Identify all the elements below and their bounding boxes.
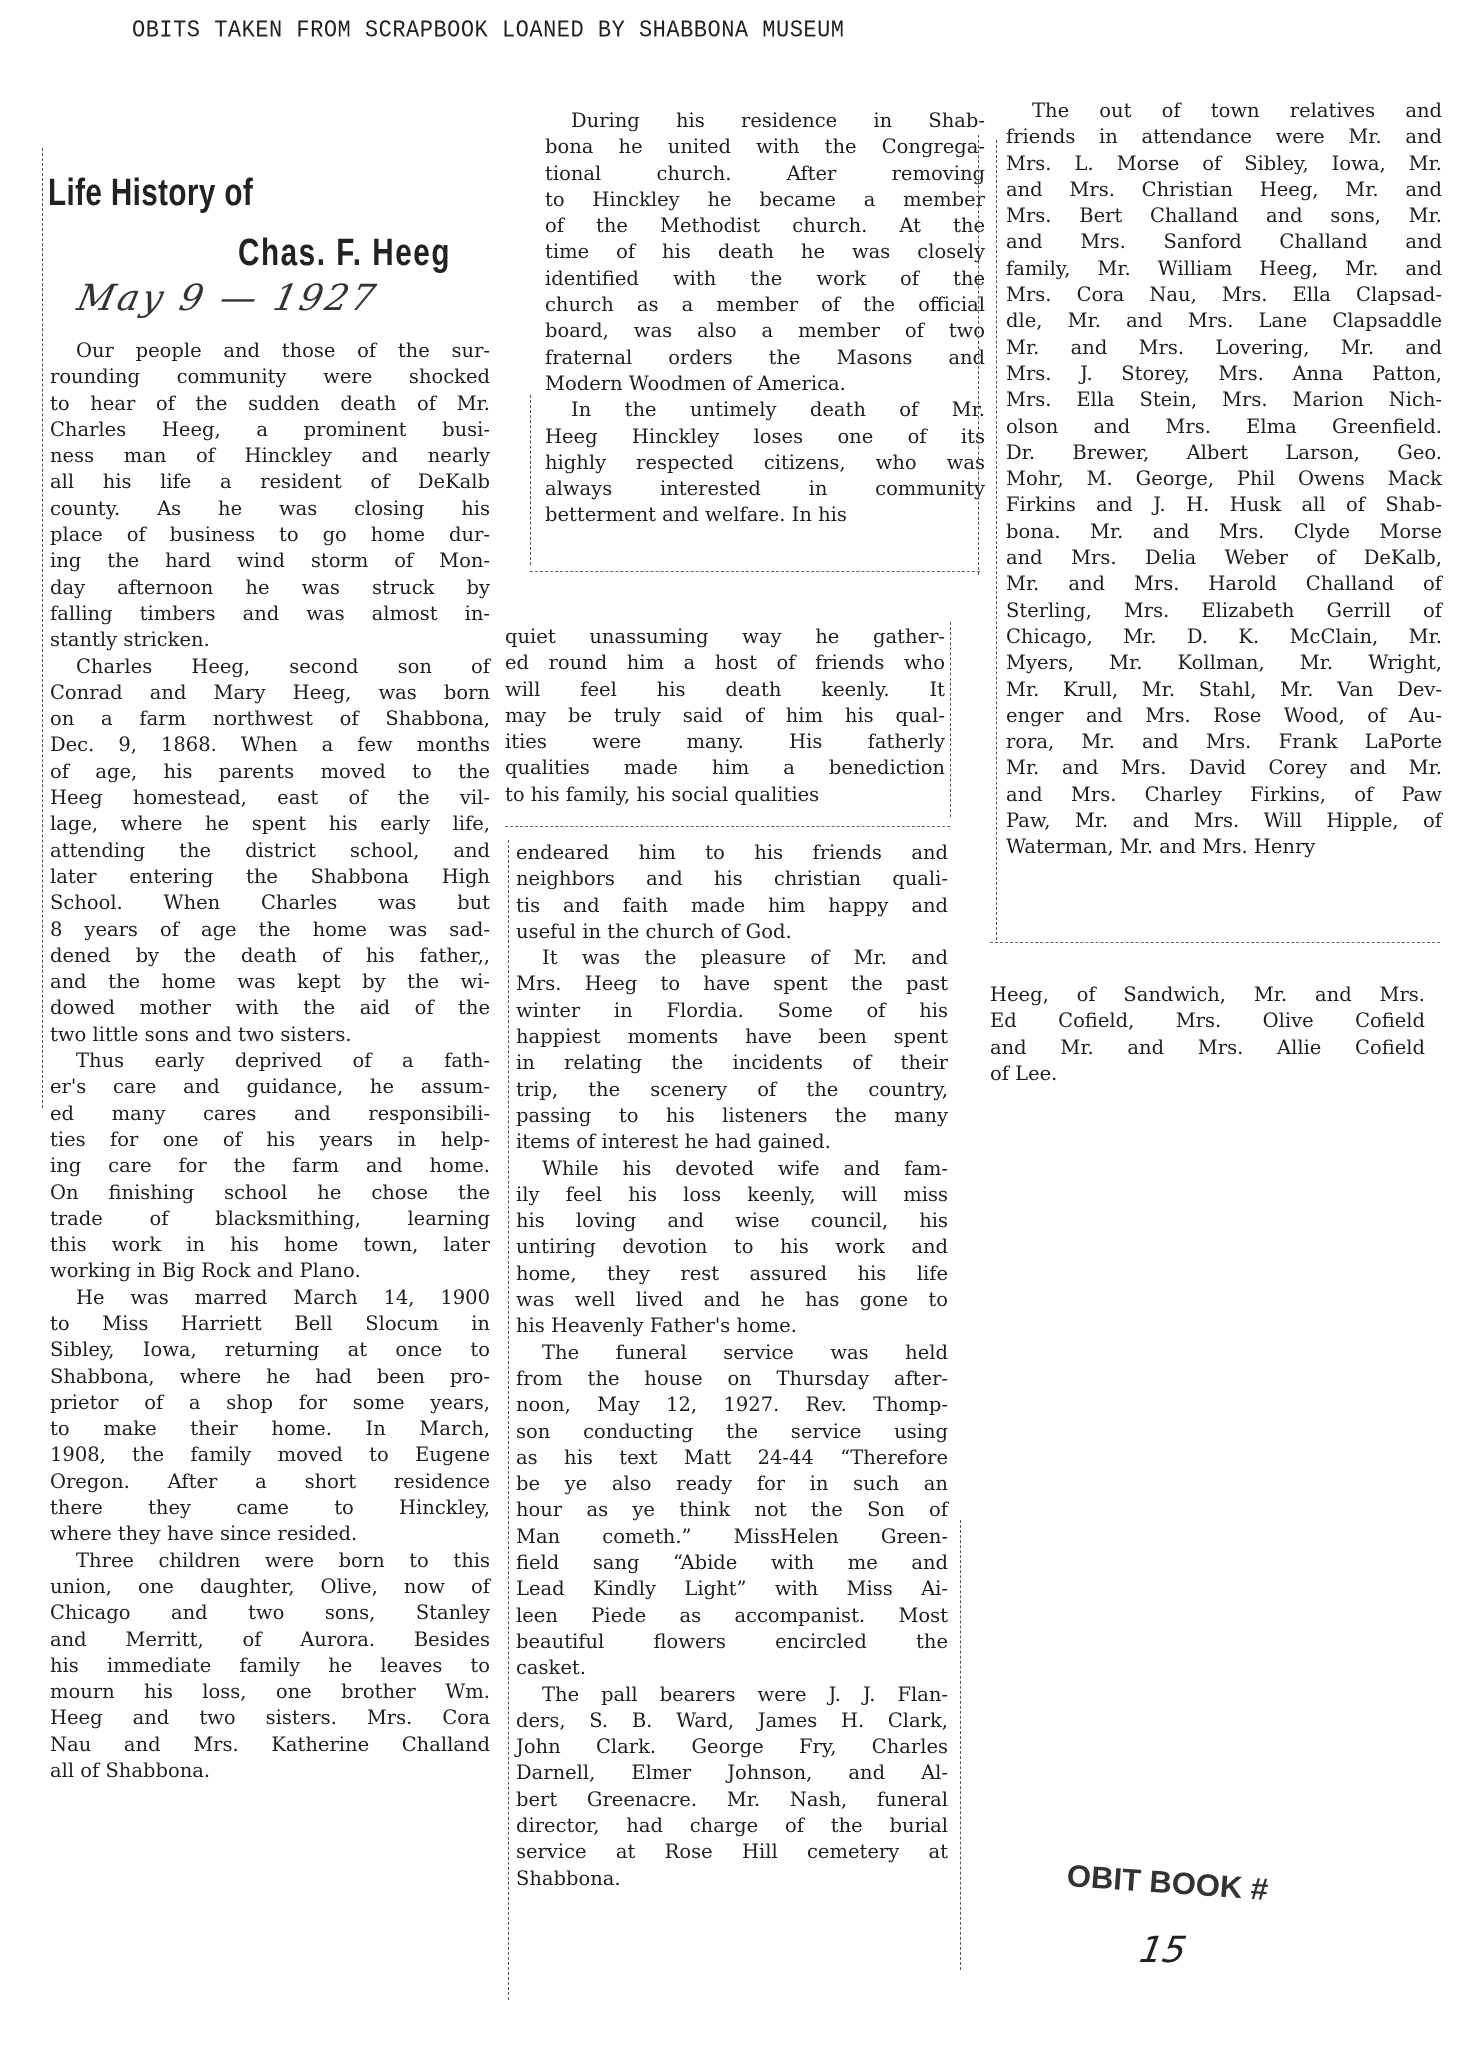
text-line: was well lived and he has gone to xyxy=(516,1288,948,1312)
column-rule xyxy=(978,135,979,575)
text-line: Mr. and Mrs. David Corey and Mr. xyxy=(1006,756,1442,780)
text-line: fraternal orders the Masons and xyxy=(545,345,985,369)
text-line: Mrs. J. Storey, Mrs. Anna Patton, xyxy=(1006,361,1442,385)
text-line: and Mrs. Delia Weber of DeKalb, xyxy=(1006,546,1442,570)
text-line: there they came to Hinckley, xyxy=(50,1496,490,1520)
text-line: Ed Cofield, Mrs. Olive Cofield xyxy=(990,1009,1425,1033)
text-line: Shabbona, where he had been pro- xyxy=(50,1364,490,1388)
text-line: service at Rose Hill cemetery at xyxy=(516,1840,948,1864)
text-line: bona he united with the Congrega- xyxy=(545,135,985,159)
text-line: Mrs. Heeg to have spent the past xyxy=(516,972,948,996)
paragraph xyxy=(516,840,948,945)
text-line: In the untimely death of Mr. xyxy=(571,398,985,422)
text-line: Heeg Hinckley loses one of its xyxy=(545,424,985,448)
text-line: and Mrs. Charley Firkins, of Paw xyxy=(1006,782,1442,806)
text-line: Mohr, M. George, Phil Owens Mack xyxy=(1006,467,1442,491)
text-line: Dr. Brewer, Albert Larson, Geo. xyxy=(1006,440,1442,464)
paragraph xyxy=(50,654,490,1048)
paragraph xyxy=(516,1156,948,1340)
text-line: identified with the work of the xyxy=(545,266,985,290)
text-line: Oregon. After a short residence xyxy=(50,1469,490,1493)
text-line: all his life a resident of DeKalb xyxy=(50,470,490,494)
text-line: dowed mother with the aid of the xyxy=(50,996,490,1020)
text-line: friends in attendance were Mr. and xyxy=(1006,125,1442,149)
text-line: trade of blacksmithing, learning xyxy=(50,1206,490,1230)
text-line: items of interest he had gained. xyxy=(516,1130,831,1154)
text-line: in relating the incidents of their xyxy=(516,1051,948,1075)
column-2-top xyxy=(545,108,985,529)
clipping-edge xyxy=(530,571,980,572)
text-line: all of Shabbona. xyxy=(50,1759,211,1783)
column-rule xyxy=(950,622,951,817)
text-line: on a farm northwest of Shabbona, xyxy=(50,707,490,731)
text-line: to hear of the sudden death of Mr. xyxy=(50,391,490,415)
text-line: School. When Charles was but xyxy=(50,891,490,915)
text-line: Charles Heeg, second son of xyxy=(76,654,490,678)
text-line: winter in Flordia. Some of his xyxy=(516,998,948,1022)
text-line: Our people and those of the sur- xyxy=(76,339,490,362)
text-line: director, had charge of the burial xyxy=(516,1813,948,1837)
column-3-top xyxy=(1006,98,1442,861)
text-line: The funeral service was held xyxy=(542,1340,948,1364)
text-line: board, was also a member of two xyxy=(545,319,985,343)
paragraph xyxy=(50,1048,490,1285)
column-rule xyxy=(42,148,43,1108)
text-line: later entering the Shabbona High xyxy=(50,864,490,888)
text-line: son conducting the service using xyxy=(516,1419,948,1443)
column-2-bottom xyxy=(516,840,948,1892)
column-2-middle xyxy=(505,624,945,808)
text-line: endeared him to his friends and xyxy=(516,841,948,864)
text-line: Conrad and Mary Heeg, was born xyxy=(50,680,490,704)
paragraph xyxy=(545,108,985,397)
text-line: enger and Mrs. Rose Wood, of Au- xyxy=(1006,703,1442,727)
text-line: Mrs. Ella Stein, Mrs. Marion Nich- xyxy=(1006,388,1442,412)
text-line: er's care and guidance, he assum- xyxy=(50,1075,490,1099)
text-line: attending the district school, and xyxy=(50,838,490,862)
obit-book-number: 15 xyxy=(1136,1930,1190,1971)
page-header: OBITS TAKEN FROM SCRAPBOOK LOANED BY SHABBONA MUSEUM xyxy=(132,16,845,45)
headline-line-2: Chas. F. Heeg xyxy=(238,232,452,274)
headline-line-1: Life History of xyxy=(48,172,254,214)
column-3-bottom xyxy=(990,982,1425,1087)
text-line: place of business to go home dur- xyxy=(50,523,490,547)
text-line: hour as ye think not the Son of xyxy=(516,1498,948,1522)
text-line: Sibley, Iowa, returning at once to xyxy=(50,1338,490,1362)
text-line: of Lee. xyxy=(990,1061,1058,1085)
text-line: and Mrs. Christian Heeg, Mr. and xyxy=(1006,177,1442,201)
paragraph xyxy=(990,982,1425,1087)
text-line: Charles Heeg, a prominent busi- xyxy=(50,417,490,441)
text-line: rora, Mr. and Mrs. Frank LaPorte xyxy=(1006,730,1442,754)
text-line: beautiful flowers encircled the xyxy=(516,1629,948,1653)
text-line: ing the hard wind storm of Mon- xyxy=(50,549,490,573)
paragraph xyxy=(50,1548,490,1785)
text-line: rounding community were shocked xyxy=(50,365,490,389)
clipping-edge xyxy=(990,942,1440,943)
paragraph xyxy=(516,1682,948,1892)
text-line: of the Methodist church. At the xyxy=(545,214,985,238)
text-line: Paw, Mr. and Mrs. Will Hipple, of xyxy=(1006,809,1442,833)
text-line: time of his death he was closely xyxy=(545,240,985,264)
text-line: Chicago and two sons, Stanley xyxy=(50,1601,490,1625)
column-rule xyxy=(530,395,531,565)
text-line: ties for one of his years in help- xyxy=(50,1127,490,1151)
text-line: trip, the scenery of the country, xyxy=(516,1077,948,1101)
text-line: highly respected citizens, who was xyxy=(545,450,985,474)
text-line: where they have since resided. xyxy=(50,1522,358,1546)
text-line: Mrs. Cora Nau, Mrs. Ella Clapsad- xyxy=(1006,283,1442,307)
text-line: Man cometh.” MissHelen Green- xyxy=(516,1524,948,1548)
text-line: ed many cares and responsibili- xyxy=(50,1101,490,1125)
text-line: Heeg and two sisters. Mrs. Cora xyxy=(50,1706,490,1730)
text-line: ed round him a host of friends who xyxy=(505,651,945,675)
text-line: falling timbers and was almost in- xyxy=(50,601,490,625)
text-line: field sang “Abide with me and xyxy=(516,1551,948,1575)
text-line: 8 years of age the home was sad- xyxy=(50,917,490,941)
paragraph xyxy=(1006,98,1442,861)
text-line: as his text Matt 24-44 “Therefore xyxy=(516,1445,948,1469)
text-line: neighbors and his christian quali- xyxy=(516,867,948,891)
text-line: to his family, his social qualities xyxy=(505,782,820,806)
text-line: to Hinckley he became a member xyxy=(545,187,985,211)
text-line: Sterling, Mrs. Elizabeth Gerrill of xyxy=(1006,598,1442,622)
paragraph xyxy=(50,1285,490,1548)
text-line: happiest moments have been spent xyxy=(516,1025,948,1049)
text-line: bert Greenacre. Mr. Nash, funeral xyxy=(516,1787,948,1811)
text-line: noon, May 12, 1927. Rev. Thomp- xyxy=(516,1393,948,1417)
text-line: tional church. After removing xyxy=(545,161,985,185)
obit-book-stamp: OBIT BOOK # xyxy=(1065,1858,1270,1908)
text-line: will feel his death keenly. It xyxy=(505,677,945,701)
text-line: home, they rest assured his life xyxy=(516,1261,948,1285)
text-line: Darnell, Elmer Johnson, and Al- xyxy=(516,1761,948,1785)
text-line: casket. xyxy=(516,1656,586,1680)
text-line: prietor of a shop for some years, xyxy=(50,1390,490,1414)
text-line: his immediate family he leaves to xyxy=(50,1653,490,1677)
text-line: Thus early deprived of a fath- xyxy=(76,1049,490,1073)
text-line: The pall bearers were J. J. Flan- xyxy=(542,1682,948,1706)
text-line: tis and faith made him happy and xyxy=(516,893,948,917)
text-line: On finishing school he chose the xyxy=(50,1180,490,1204)
text-line: Heeg homestead, east of the vil- xyxy=(50,786,490,810)
text-line: passing to his listeners the many xyxy=(516,1103,948,1127)
text-line: of age, his parents moved to the xyxy=(50,759,490,783)
text-line: The out of town relatives and xyxy=(1032,99,1442,122)
text-line: 1908, the family moved to Eugene xyxy=(50,1443,490,1467)
text-line: useful in the church of God. xyxy=(516,919,792,943)
column-rule xyxy=(508,840,509,2000)
text-line: untiring devotion to his work and xyxy=(516,1235,948,1259)
text-line: Waterman, Mr. and Mrs. Henry xyxy=(1006,835,1316,859)
text-line: to Miss Harriett Bell Slocum in xyxy=(50,1311,490,1335)
text-line: Heeg, of Sandwich, Mr. and Mrs. xyxy=(990,983,1425,1006)
text-line: ities were many. His fatherly xyxy=(505,730,945,754)
text-line: and Mrs. Sanford Challand and xyxy=(1006,230,1442,254)
paragraph xyxy=(50,338,490,654)
text-line: betterment and welfare. In his xyxy=(545,503,847,527)
column-rule xyxy=(960,1520,961,1970)
text-line: stantly stricken. xyxy=(50,628,210,652)
text-line: ness man of Hinckley and nearly xyxy=(50,444,490,468)
text-line: ing care for the farm and home. xyxy=(50,1154,490,1178)
text-line: ily feel his loss keenly, will miss xyxy=(516,1182,948,1206)
text-line: day afternoon he was struck by xyxy=(50,575,490,599)
text-line: union, one daughter, Olive, now of xyxy=(50,1574,490,1598)
text-line: John Clark. George Fry, Charles xyxy=(516,1735,948,1759)
text-line: Mrs. Bert Challand and sons, Mr. xyxy=(1006,204,1442,228)
text-line: During his residence in Shab- xyxy=(571,109,985,132)
text-line: lage, where he spent his early life, xyxy=(50,812,490,836)
text-line: working in Big Rock and Plano. xyxy=(50,1259,361,1283)
text-line: church as a member of the official xyxy=(545,293,985,317)
text-line: his Heavenly Father's home. xyxy=(516,1314,797,1338)
text-line: Three children were born to this xyxy=(76,1548,490,1572)
text-line: Modern Woodmen of America. xyxy=(545,371,846,395)
paragraph xyxy=(516,945,948,1155)
column-rule xyxy=(996,140,997,940)
text-line: be ye also ready for in such an xyxy=(516,1472,948,1496)
text-line: from the house on Thursday after- xyxy=(516,1366,948,1390)
text-line: two little sons and two sisters. xyxy=(50,1022,352,1046)
text-line: this work in his home town, later xyxy=(50,1233,490,1257)
text-line: bona. Mr. and Mrs. Clyde Morse xyxy=(1006,519,1442,543)
text-line: dle, Mr. and Mrs. Lane Clapsaddle xyxy=(1006,309,1442,333)
text-line: and Mr. and Mrs. Allie Cofield xyxy=(990,1035,1425,1059)
text-line: always interested in community xyxy=(545,477,985,501)
text-line: Mr. and Mrs. Lovering, Mr. and xyxy=(1006,335,1442,359)
text-line: Dec. 9, 1868. When a few months xyxy=(50,733,490,757)
clipping-edge xyxy=(505,826,950,827)
paragraph xyxy=(545,397,985,528)
text-line: and Merritt, of Aurora. Besides xyxy=(50,1627,490,1651)
text-line: Firkins and J. H. Husk all of Shab- xyxy=(1006,493,1442,517)
text-line: family, Mr. William Heeg, Mr. and xyxy=(1006,256,1442,280)
text-line: dened by the death of his father,, xyxy=(50,943,490,967)
text-line: olson and Mrs. Elma Greenfield. xyxy=(1006,414,1442,438)
paragraph xyxy=(516,1340,948,1682)
column-1 xyxy=(50,338,490,1784)
text-line: county. As he was closing his xyxy=(50,496,490,520)
text-line: his loving and wise council, his xyxy=(516,1209,948,1233)
text-line: qualities made him a benediction xyxy=(505,756,945,780)
text-line: Shabbona. xyxy=(516,1866,621,1890)
text-line: Mr. and Mrs. Harold Challand of xyxy=(1006,572,1442,596)
text-line: He was marred March 14, 1900 xyxy=(76,1285,490,1309)
text-line: quiet unassuming way he gather- xyxy=(505,625,945,648)
paragraph xyxy=(505,624,945,808)
text-line: Nau and Mrs. Katherine Challand xyxy=(50,1732,490,1756)
text-line: mourn his loss, one brother Wm. xyxy=(50,1680,490,1704)
text-line: may be truly said of him his qual- xyxy=(505,703,945,727)
text-line: It was the pleasure of Mr. and xyxy=(542,946,948,970)
text-line: and the home was kept by the wi- xyxy=(50,970,490,994)
handwritten-date: May 9 — 1927 xyxy=(73,278,382,319)
text-line: Mr. Krull, Mr. Stahl, Mr. Van Dev- xyxy=(1006,677,1442,701)
text-line: ders, S. B. Ward, James H. Clark, xyxy=(516,1708,948,1732)
text-line: leen Piede as accompanist. Most xyxy=(516,1603,948,1627)
text-line: While his devoted wife and fam- xyxy=(542,1156,948,1180)
text-line: Lead Kindly Light” with Miss Ai- xyxy=(516,1577,948,1601)
text-line: Mrs. L. Morse of Sibley, Iowa, Mr. xyxy=(1006,151,1442,175)
text-line: to make their home. In March, xyxy=(50,1417,490,1441)
text-line: Chicago, Mr. D. K. McClain, Mr. xyxy=(1006,624,1442,648)
text-line: Myers, Mr. Kollman, Mr. Wright, xyxy=(1006,651,1442,675)
